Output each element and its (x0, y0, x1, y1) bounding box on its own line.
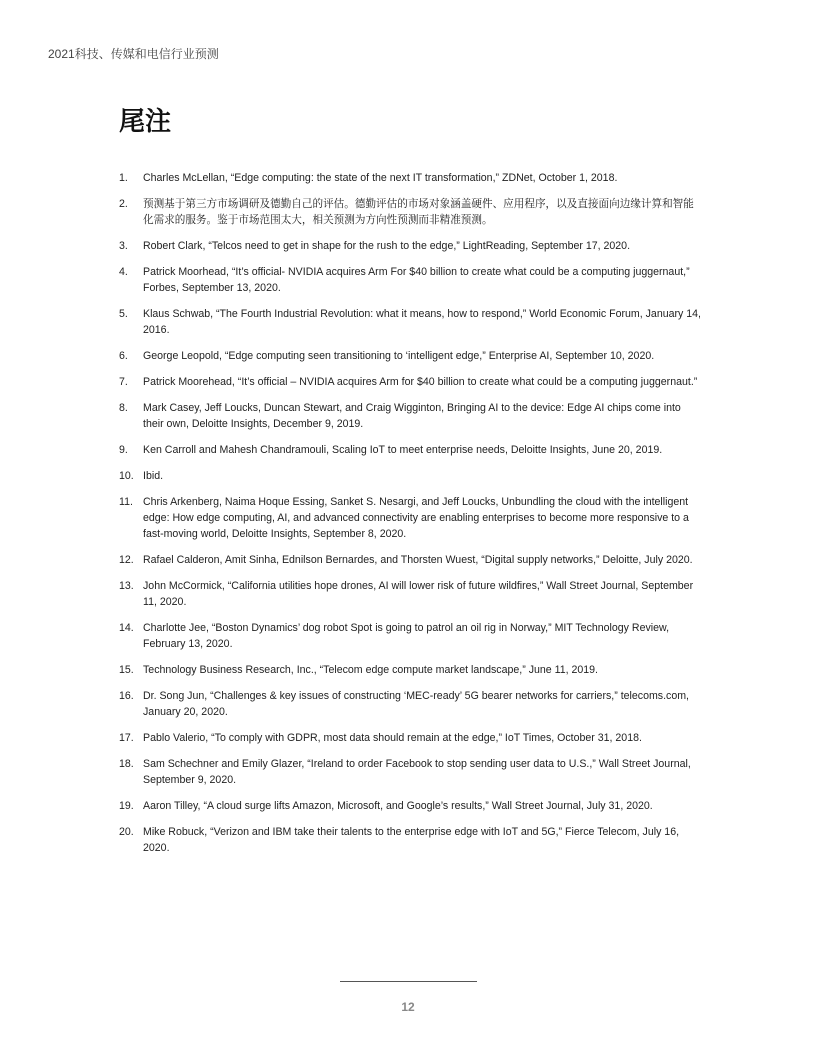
endnote-text: Charles McLellan, “Edge computing: the state of the next IT transformation,” ZDNet, October 1, 2018. (143, 172, 618, 184)
endnote-item (119, 662, 704, 678)
endnote-text: Patrick Moorhead, “It’s official- NVIDIA acquires Arm For $40 billion to create what could be a computing juggernaut,” Forbes, September 13, 2020. (143, 266, 690, 294)
endnote-text: Rafael Calderon, Amit Sinha, Ednilson Bernardes, and Thorsten Wuest, “Digital supply networks,” Deloitte, July 2020. (143, 554, 693, 566)
endnote-item (119, 578, 704, 610)
endnote-item (119, 306, 704, 338)
endnote-text: George Leopold, “Edge computing seen transitioning to ‘intelligent edge,” Enterprise AI, September 10, 2020. (143, 350, 655, 362)
endnote-text: Technology Business Research, Inc., “Telecom edge compute market landscape,” June 11, 2019. (143, 664, 598, 676)
endnote-text: Mike Robuck, “Verizon and IBM take their talents to the enterprise edge with IoT and 5G,” Fierce Telecom, July 16, 2020. (143, 826, 680, 854)
endnote-item (119, 824, 704, 856)
endnote-number: 3. (119, 240, 128, 252)
endnote-item (119, 730, 704, 746)
endnote-item (119, 374, 704, 390)
endnote-item (119, 400, 704, 432)
endnote-text: Patrick Moorehead, “It’s official – NVIDIA acquires Arm for $40 billion to create what could be a computing juggernaut.” (143, 376, 698, 388)
endnote-text: 预测基于第三方市场调研及德勤自己的评估。德勤评估的市场对象涵盖硬件、应用程序，以及直接面向边缘计算和智能化需求的服务。鉴于市场范围太大，相关预测为方向性预测而非精准预测。 (143, 198, 694, 226)
endnote-text: Dr. Song Jun, “Challenges & key issues of constructing ‘MEC-ready’ 5G bearer networks for carriers,” telecoms.com, January 20, 2020. (143, 690, 689, 718)
endnote-text: Aaron Tilley, “A cloud surge lifts Amazon, Microsoft, and Google’s results,” Wall Street Journal, July 31, 2020. (143, 800, 653, 812)
page-title: 尾注 (119, 106, 172, 136)
endnote-text: Sam Schechner and Emily Glazer, “Ireland to order Facebook to stop sending user data to U.S.,” Wall Street Journal, September 9, 2020. (143, 758, 691, 786)
footer-divider (340, 981, 477, 982)
endnote-number: 17. (119, 732, 134, 744)
endnote-item (119, 238, 704, 254)
endnote-number: 14. (119, 622, 134, 634)
endnote-item (119, 798, 704, 814)
endnote-number: 10. (119, 470, 134, 482)
endnote-item (119, 552, 704, 568)
endnote-text: Ibid. (143, 470, 164, 482)
endnote-item (119, 756, 704, 788)
endnote-number: 20. (119, 826, 134, 838)
endnote-item (119, 442, 704, 458)
page-number: 12 (401, 1000, 415, 1014)
endnote-number: 15. (119, 664, 134, 676)
endnote-text: Chris Arkenberg, Naima Hoque Essing, Sanket S. Nesargi, and Jeff Loucks, Unbundling the cloud with the intelligent edge: How edge computing, AI, and advanced connectivity are enabling enterprises to become more responsive to a fast-moving world, Deloitte Insights, September 8, 2020. (143, 496, 689, 540)
endnote-text: John McCormick, “California utilities hope drones, AI will lower risk of future wildfires,” Wall Street Journal, September 11, 2020. (143, 580, 694, 608)
endnote-item (119, 196, 704, 228)
endnote-number: 11. (119, 496, 133, 508)
endnote-text: Charlotte Jee, “Boston Dynamics’ dog robot Spot is going to patrol an oil rig in Norway,” MIT Technology Review, February 13, 2020. (143, 622, 670, 650)
endnote-item (119, 264, 704, 296)
endnote-number: 4. (119, 266, 128, 278)
endnote-item (119, 170, 704, 186)
endnote-item (119, 620, 704, 652)
endnote-number: 19. (119, 800, 134, 812)
endnote-number: 9. (119, 444, 128, 456)
endnote-number: 1. (119, 172, 128, 184)
running-header: 2021科技、传媒和电信行业预测 (48, 47, 219, 61)
endnote-number: 6. (119, 350, 128, 362)
endnote-text: Ken Carroll and Mahesh Chandramouli, Scaling IoT to meet enterprise needs, Deloitte Insights, June 20, 2019. (143, 444, 663, 456)
endnote-item (119, 348, 704, 364)
endnote-item (119, 468, 704, 484)
endnote-number: 8. (119, 402, 128, 414)
endnote-number: 2. (119, 198, 128, 210)
endnote-item (119, 688, 704, 720)
endnote-number: 7. (119, 376, 128, 388)
endnote-text: Mark Casey, Jeff Loucks, Duncan Stewart, and Craig Wigginton, Bringing AI to the device: Edge AI chips come into their own, Deloitte Insights, December 9, 2019. (143, 402, 681, 430)
endnote-item (119, 494, 704, 542)
endnote-number: 5. (119, 308, 128, 320)
endnote-text: Pablo Valerio, “To comply with GDPR, most data should remain at the edge,” IoT Times, October 31, 2018. (143, 732, 642, 744)
endnotes-list (119, 170, 704, 866)
endnote-number: 13. (119, 580, 134, 592)
endnote-number: 18. (119, 758, 134, 770)
endnote-number: 16. (119, 690, 134, 702)
endnote-number: 12. (119, 554, 134, 566)
endnote-text: Klaus Schwab, “The Fourth Industrial Revolution: what it means, how to respond,” World Economic Forum, January 14, 2016. (143, 308, 701, 336)
endnote-text: Robert Clark, “Telcos need to get in shape for the rush to the edge,” LightReading, September 17, 2020. (143, 240, 631, 252)
